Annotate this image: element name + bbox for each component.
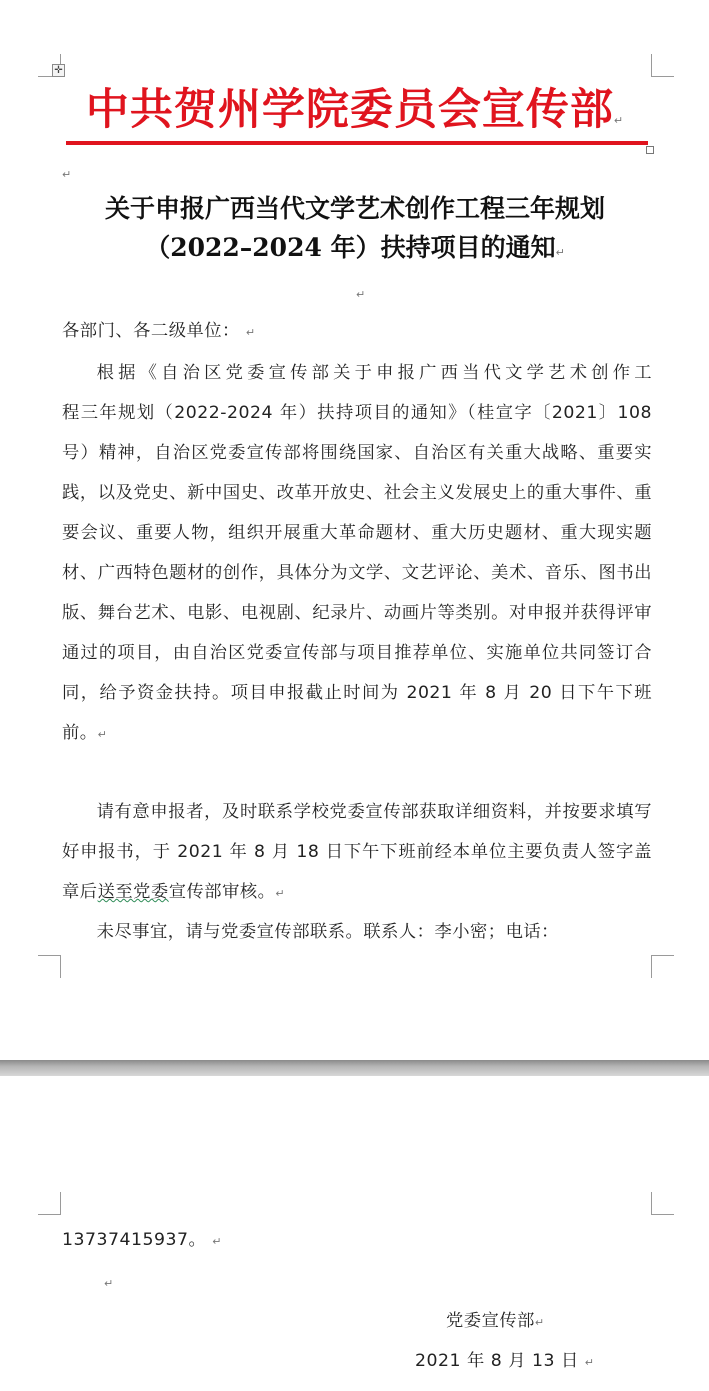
paragraph-mark: ↵ [613, 114, 625, 127]
phone-number-text: 13737415937。 [62, 1230, 207, 1250]
crop-mark-top-right [651, 54, 674, 77]
paragraph-mark: ↵ [62, 168, 72, 181]
grammar-check-underline[interactable]: 送至党委 [97, 882, 169, 902]
crop-mark-bottom-right [651, 955, 674, 978]
table-resize-handle-icon[interactable] [646, 146, 654, 154]
paragraph-1-text: 程三年规划（2022-2024 年）扶持项目的通知》（桂宣字〔2021〕108 号）精神，自治区党委宣传部将围绕国家、自治区有关重大战略、重要实践，以及党史、新中国史、改革开放史、社会主义发展史上的重大事件、重要会议、重要人物，组织开展重大革命题材、重大历史题材、重大现实题材、广西特色题材的创作，具体分为文学、文艺评论、美术、音乐、图书出版、舞台艺术、电影、电视剧、纪录片、动画片等类别。对申报并获得评审通过的项目，由自治区党委宣传部与项目推荐单位、实施单位共同签订合同，给予资金扶持。项目申报截止时间为 2021 年 8 月 20 日下午下班前。 [62, 403, 652, 743]
signature-department-text: 党委宣传部 [446, 1311, 535, 1331]
organization-name: 中共贺州学院委员会宣传部 [85, 85, 614, 135]
salutation [62, 311, 652, 353]
title-line-1-text: 关于申报广西当代文学艺术创作工程三年规划 [104, 194, 605, 223]
paragraph-mark: ↵ [275, 887, 286, 900]
paragraph-contact-continued [62, 1225, 222, 1250]
red-header-rule [66, 141, 648, 145]
paragraph-2-text: 请有意申报者，及时联系学校党委宣传部获取详细资料，并按要求填写好申报书，于 2021 年 8 月 18 日下午下班前经本单位主要负责人签字盖章后 [62, 802, 652, 902]
paragraph-2-end: 宣传部审核。 [168, 882, 276, 902]
paragraph-contact [62, 912, 652, 952]
notice-title-line-2 [40, 228, 670, 273]
notice-title-line-1 [40, 189, 670, 229]
paragraph-1-first-line: 根据《自治区党委宣传部关于申报广西当代文学艺术创作工 [96, 363, 652, 383]
table-move-handle-icon[interactable]: ✛ [52, 64, 65, 77]
paragraph-mark: ↵ [97, 728, 108, 741]
title-line-2-text: （2022–2024 年）扶持项目的通知 [145, 233, 556, 262]
paragraph-mark: ↵ [555, 246, 565, 259]
crop-mark-top-right [651, 1192, 674, 1215]
page-break-separator [0, 1060, 709, 1076]
salutation-text: 各部门、各二级单位： [62, 321, 240, 341]
signature-department [446, 1306, 545, 1331]
paragraph-instructions [62, 792, 652, 914]
crop-mark-top-left [38, 1192, 61, 1215]
paragraph-mark: ↵ [212, 1235, 222, 1248]
paragraph-mark: ↵ [534, 1316, 545, 1329]
paragraph-3-text: 未尽事宜，请与党委宣传部联系。联系人：李小密；电话： [96, 922, 559, 942]
paragraph-background [62, 353, 652, 755]
paragraph-mark: ↵ [104, 1277, 114, 1290]
signature-date-text: 2021 年 8 月 13 日 [415, 1351, 579, 1371]
paragraph-mark: ↵ [356, 288, 366, 301]
paragraph-mark: ↵ [245, 326, 256, 339]
empty-paragraph [104, 1272, 114, 1292]
crop-mark-bottom-left [38, 955, 61, 978]
signature-date [415, 1346, 595, 1371]
document-page-2 [0, 1076, 709, 1391]
paragraph-mark: ↵ [584, 1356, 595, 1369]
